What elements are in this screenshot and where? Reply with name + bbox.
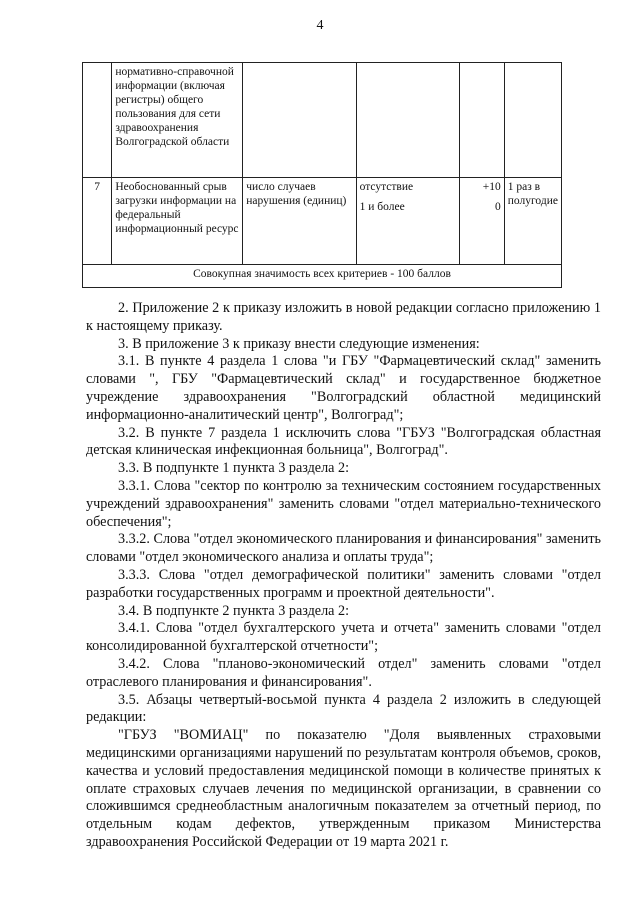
- paragraph: 3.3. В подпункте 1 пункта 3 раздела 2:: [118, 460, 350, 477]
- total-cell: Совокупная значимость всех критериев - 100 баллов: [83, 265, 562, 288]
- paragraph: 3. В приложение 3 к приказу внести следующие изменения:: [118, 335, 480, 352]
- paragraph: 3.4. В подпункте 2 пункта 3 раздела 2:: [118, 602, 350, 619]
- paragraph: 3.1. В пункте 4 раздела 1 слова "и ГБУ "Фармацевтический склад" заменить словами ", ГБУ "Фармацевтический склад" и государственное бюджетное учреждение здравоохранения "Волгоградский областной медицинский информационно-аналитический центр", Волгоград";: [86, 353, 601, 423]
- paragraph: 3.4.1. Слова "отдел бухгалтерского учета и отчета" заменить словами "отдел консолидированной бухгалтерской отчетности";: [86, 620, 601, 655]
- points-value: +10: [482, 181, 501, 193]
- table-cell: [243, 63, 356, 178]
- paragraph: "ГБУЗ "ВОМИАЦ" по показателю "Доля выявленных страховыми медицинскими организациями нарушений по результатам контроля объемов, сроков, качества и условий предоставления медицинской помощи в количестве принятых к оплате страховых случаев лечения по медицинской организации, в сравнении со сложившимся среднеобластным аналогичным показателем за отчетный период, по отдельным кодам дефектов, утвержденным приказом Министерства здравоохранения Российской Федерации от 19 марта 2021 г.: [86, 727, 601, 850]
- paragraph: 3.3.3. Слова "отдел демографической политики" заменить словами "отдел разработки государственных программ и проектной деятельности".: [86, 566, 601, 601]
- value-option: 1 и более: [359, 201, 405, 213]
- paragraph: 3.3.1. Слова "сектор по контролю за техническим состоянием государственных учреждений здравоохранения" заменить словами "отдел материально-технического обеспечения";: [86, 477, 601, 530]
- table-cell: [460, 63, 505, 178]
- paragraph: 2. Приложение 2 к приказу изложить в новой редакции согласно приложению 1 к настоящему приказу.: [86, 300, 601, 334]
- document-body: [86, 300, 601, 852]
- frequency-cell: 1 раз в полугодие: [504, 178, 561, 265]
- paragraph: 3.5. Абзацы четвертый-восьмой пункта 4 раздела 2 изложить в следующей редакции:: [86, 691, 601, 726]
- unit-cell: число случаев нарушения (единиц): [243, 178, 356, 265]
- table-cell: [356, 63, 459, 178]
- value-option: отсутствие: [359, 181, 414, 193]
- criterion-name-cell: нормативно-справочной информации (включая регистры) общего пользования для сети здравоохранения Волгоградской области: [112, 63, 243, 178]
- page-number: 4: [316, 18, 324, 33]
- criteria-table: [82, 62, 562, 288]
- points-value: 0: [495, 201, 501, 213]
- paragraph: 3.4.2. Слова "планово-экономический отдел" заменить словами "отдел отраслевого планирования и финансирования".: [86, 655, 601, 690]
- value-cell: [356, 178, 459, 265]
- table-cell: [83, 63, 112, 178]
- table-row: [83, 63, 562, 178]
- table-total-row: [83, 265, 562, 288]
- row-number-cell: 7: [83, 178, 112, 265]
- criterion-name-cell: Необоснованный срыв загрузки информации на федеральный информационный ресурс: [112, 178, 243, 265]
- paragraph: 3.2. В пункте 7 раздела 1 исключить слова "ГБУЗ "Волгоградская областная детская клиническая инфекционная больница", Волгоград".: [86, 424, 601, 459]
- points-cell: [460, 178, 505, 265]
- table-cell: [504, 63, 561, 178]
- paragraph: 3.3.2. Слова "отдел экономического планирования и финансирования" заменить словами "отдел экономического анализа и оплаты труда";: [86, 531, 601, 566]
- table-row: [83, 178, 562, 265]
